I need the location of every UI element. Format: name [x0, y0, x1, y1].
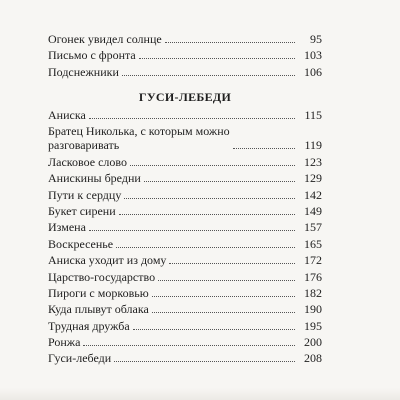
toc-entry-page: 119: [304, 138, 322, 153]
toc-leader-dots: [158, 280, 295, 281]
toc-entry: [48, 32, 322, 46]
toc-entry-title: Письмо с фронта: [48, 48, 136, 63]
toc-leader-dots: [89, 230, 295, 231]
toc-leader-dots: [165, 42, 295, 43]
toc-entry: [48, 188, 322, 202]
toc-entry: [48, 220, 322, 234]
toc-entry-page: 208: [304, 351, 322, 366]
toc-entry-page: 165: [304, 236, 322, 251]
toc-entry-page: 172: [304, 253, 322, 268]
toc-entry: [48, 124, 322, 152]
toc-entry-title: Анискины бредни: [48, 171, 141, 186]
toc-leader-dots: [130, 165, 295, 166]
toc-entry-page: 200: [304, 335, 322, 350]
toc-list-top: [48, 32, 322, 79]
toc-leader-dots: [152, 296, 295, 297]
toc-entry-title: Аниска уходит из дому: [48, 253, 167, 268]
toc-entry-page: 142: [304, 187, 322, 202]
toc-entry-title: Пироги с морковью: [48, 285, 149, 300]
toc-entry: [48, 108, 322, 122]
toc-leader-dots: [119, 214, 295, 215]
toc-entry: [48, 48, 322, 62]
toc-entry-page: 106: [304, 64, 322, 79]
toc-list-main: [48, 108, 322, 365]
toc-entry-page: 195: [304, 318, 322, 333]
toc-entry: [48, 204, 322, 218]
toc-entry-title: Гуси-лебеди: [48, 351, 112, 366]
toc-leader-dots: [139, 58, 295, 59]
toc-leader-dots: [144, 181, 295, 182]
toc-entry-title-line2: разговаривать: [48, 138, 120, 153]
toc-leader-dots: [233, 148, 295, 149]
page-bottom-shadow: [0, 388, 400, 400]
toc-entry-page: 157: [304, 220, 322, 235]
toc-entry-title: Ронжа: [48, 335, 81, 350]
toc-entry-title: Измена: [48, 220, 86, 235]
toc-entry-page: 176: [304, 269, 322, 284]
toc-leader-dots: [116, 247, 295, 248]
section-heading: ГУСИ-ЛЕБЕДИ: [138, 90, 232, 104]
toc-entry-title: Ласковое слово: [48, 154, 127, 169]
toc-leader-dots: [122, 75, 295, 76]
toc-entry: [48, 171, 322, 185]
toc-entry-page: 190: [304, 302, 322, 317]
toc-entry-title: Подснежники: [48, 64, 119, 79]
toc-leader-dots: [83, 345, 295, 346]
toc-entry-title: Воскресенье: [48, 236, 114, 251]
toc-entry-title-line1: Братец Николька, с которым можно: [48, 124, 230, 139]
toc-leader-dots: [133, 329, 295, 330]
toc-entry-title: Огонек увидел солнце: [48, 32, 162, 46]
toc-leader-dots: [169, 263, 295, 264]
toc-entry: [48, 319, 322, 333]
toc-entry-title: Куда плывут облака: [48, 302, 149, 317]
toc-entry: [48, 253, 322, 267]
toc-entry-page: 149: [304, 203, 322, 218]
toc-entry-page: 115: [304, 108, 322, 122]
toc-entry-page: 103: [304, 48, 322, 63]
toc-entry: [48, 65, 322, 79]
toc-entry: [48, 237, 322, 251]
toc-entry-page: 95: [310, 32, 322, 46]
toc-entry-page: 123: [304, 154, 322, 169]
toc-entry-title: Букет сирени: [48, 203, 116, 218]
toc-entry-title: [48, 124, 230, 152]
toc-entry: [48, 351, 322, 365]
toc-entry: [48, 335, 322, 349]
toc-entry: [48, 302, 322, 316]
toc-entry-title: Пути к сердцу: [48, 187, 122, 202]
toc-leader-dots: [114, 361, 295, 362]
toc-entry: [48, 270, 322, 284]
toc-entry-page: 129: [304, 171, 322, 186]
toc-entry-page: 182: [304, 285, 322, 300]
toc-entry: [48, 286, 322, 300]
toc-entry: [48, 155, 322, 169]
toc-entry-title: Аниска: [48, 108, 86, 122]
toc-entry-title: Царство-государство: [48, 269, 156, 284]
toc-leader-dots: [124, 198, 295, 199]
toc-entry-title: Трудная дружба: [48, 318, 130, 333]
toc-leader-dots: [152, 312, 295, 313]
toc-leader-dots: [89, 118, 295, 119]
